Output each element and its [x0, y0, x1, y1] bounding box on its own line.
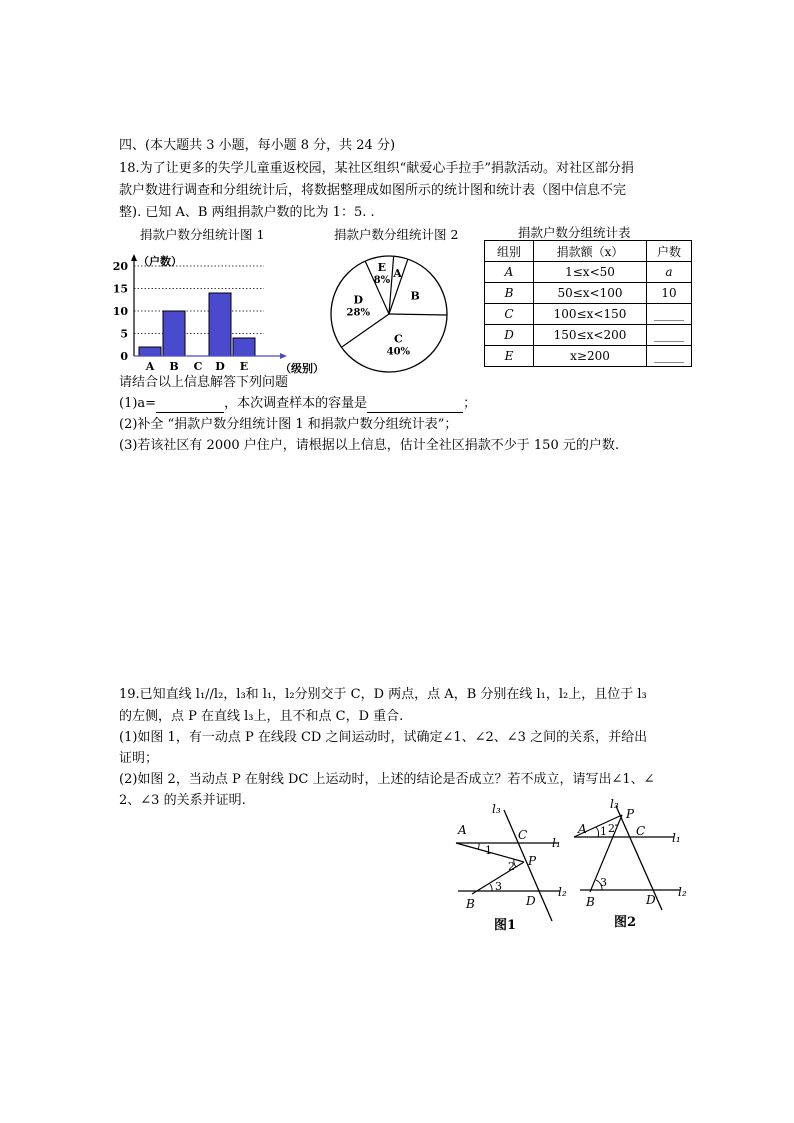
label-l3: l₃: [610, 797, 619, 811]
table-row: [485, 325, 692, 346]
figure-1-caption: 图1: [494, 918, 517, 933]
table-cell: 50≤x<100: [534, 283, 647, 304]
table-cell: C: [485, 304, 534, 325]
label-B: B: [586, 895, 595, 909]
x-tick-label: E: [239, 360, 249, 373]
label-l1: l₁: [672, 831, 681, 845]
y-tick-label: 15: [112, 282, 128, 296]
label-D: D: [526, 894, 536, 908]
x-axis-label: （级别）: [280, 362, 324, 375]
part1-label-b: ，本次调查样本的容量是: [224, 396, 368, 411]
q19-line6: 2、∠3 的关系并证明.: [119, 793, 246, 808]
section-heading: 四、(本大题共 3 小题，每小题 8 分，共 24 分): [119, 138, 396, 153]
label-B: B: [466, 897, 475, 911]
label-D: D: [646, 893, 656, 907]
label-A: A: [458, 823, 467, 837]
q18-prompt: 请结合以上信息解答下列问题: [119, 375, 289, 390]
label-2: 2: [508, 860, 515, 873]
table-cell: A: [485, 262, 534, 283]
table-row: [485, 262, 692, 283]
table-cell: _____: [647, 325, 692, 346]
table-header: 捐款额（x）: [534, 241, 647, 262]
q18-part1: [119, 395, 476, 413]
table-cell: 1≤x<50: [534, 262, 647, 283]
y-axis-arrow: [131, 254, 137, 261]
pie-percent-E: 8%: [373, 274, 391, 286]
table-row: [485, 283, 692, 304]
fig1-title: 捐款户数分组统计图 1: [140, 227, 265, 242]
table-cell: E: [485, 346, 534, 367]
bar-chart: [112, 248, 324, 378]
table-cell: 150≤x<200: [534, 325, 647, 346]
table-row: [485, 304, 692, 325]
y-axis-label: （户数）: [138, 255, 182, 268]
table-cell: 100≤x<150: [534, 304, 647, 325]
donation-table: [484, 240, 692, 367]
pie-label-B: B: [410, 289, 420, 303]
answer-blank-capacity[interactable]: [367, 395, 463, 413]
label-3: 3: [495, 880, 502, 893]
label-l2: l₂: [558, 885, 567, 899]
geometry-figure-2: [570, 790, 700, 930]
x-tick-label: D: [215, 360, 225, 373]
bar-D: [209, 293, 231, 356]
table-cell: x≥200: [534, 346, 647, 367]
fig2-title: 捐款户数分组统计图 2: [334, 227, 459, 242]
y-tick-label: 20: [112, 260, 128, 273]
table-cell: _____: [647, 304, 692, 325]
label-l2: l₂: [678, 885, 687, 899]
label-C: C: [636, 824, 646, 838]
figure-2-caption: 图2: [614, 915, 637, 930]
pie-percent-D: 28%: [346, 307, 370, 319]
angle-arc-1: [596, 827, 599, 837]
q19-line1: 19.已知直线 l₁//l₂，l₃和 l₁，l₂分别交于 C，D 两点，点 A，B 分别在线 l₁，l₂上，且位于 l₃: [119, 687, 647, 702]
q18-intro-line2: 款户数进行调查和分组统计后，将数据整理成如图所示的统计图和统计表（图中信息不完: [119, 183, 627, 198]
q18-intro-line3: 整). 已知 A、B 两组捐款户数的比为 1：5. .: [119, 205, 375, 220]
label-3: 3: [600, 876, 607, 889]
x-tick-label: B: [169, 360, 179, 373]
table-cell: 10: [647, 283, 692, 304]
label-1: 1: [600, 825, 607, 838]
x-tick-label: C: [193, 360, 203, 373]
answer-blank-a[interactable]: [156, 395, 224, 413]
table-cell: _____: [647, 346, 692, 367]
label-P: P: [528, 854, 537, 868]
bar-A: [139, 347, 161, 356]
bar-E: [233, 338, 255, 356]
label-P: P: [626, 807, 635, 821]
q19-line5: (2)如图 2，当动点 P 在射线 DC 上运动时，上述的结论是否成立？若不成立，请写出∠1、∠: [119, 772, 655, 787]
table-cell: B: [485, 283, 534, 304]
q19-line3: (1)如图 1，有一动点 P 在线段 CD 之间运动时，试确定∠1、∠2、∠3 之间的关系，并给出: [119, 730, 648, 745]
table-header-row: [485, 241, 692, 262]
table-title: 捐款户数分组统计表: [518, 225, 631, 240]
label-l1: l₁: [552, 836, 561, 850]
pie-label-A: A: [393, 267, 402, 281]
y-tick-label: 5: [120, 327, 128, 341]
table-row: [485, 346, 692, 367]
x-tick-label: A: [145, 360, 155, 373]
table-header: 户数: [647, 241, 692, 262]
pie-chart: [326, 244, 456, 384]
angle-arc-3: [490, 884, 492, 891]
table-cell: D: [485, 325, 534, 346]
table-header: 组别: [485, 241, 534, 262]
pie-label-D: D: [353, 293, 364, 307]
q18-part2: (2)补全 “捐款户数分组统计图 1 和捐款户数分组统计表”；: [119, 417, 458, 432]
y-tick-label: 0: [120, 350, 128, 363]
q19-line4: 证明；: [119, 751, 159, 766]
label-2: 2: [608, 822, 615, 835]
angle-arc-1: [478, 843, 479, 849]
pie-label-E: E: [377, 260, 387, 274]
bar-B: [163, 311, 185, 356]
pie-percent-C: 40%: [386, 346, 411, 358]
y-tick-label: 10: [112, 305, 128, 318]
label-l3: l₃: [492, 802, 501, 816]
x-axis-arrow: [280, 353, 287, 359]
label-1: 1: [485, 844, 492, 857]
label-A: A: [578, 822, 587, 836]
pie-label-C: C: [393, 332, 403, 346]
table-cell: a: [647, 262, 692, 283]
label-C: C: [518, 828, 528, 842]
geometry-figure-1: [448, 796, 588, 936]
q18-intro-line1: 18.为了让更多的失学儿童重返校园，某社区组织“献爱心手拉手”捐款活动。对社区部分捐: [119, 161, 634, 176]
q18-part3: (3)若该社区有 2000 户住户，请根据以上信息，估计全社区捐款不少于 150 元的户数.: [119, 438, 619, 453]
q19-line2: 的左侧，点 P 在直线 l₃上，且不和点 C，D 重合.: [119, 709, 404, 724]
part1-label-a: (1)a=: [119, 396, 157, 411]
part1-end: ；: [463, 396, 477, 411]
